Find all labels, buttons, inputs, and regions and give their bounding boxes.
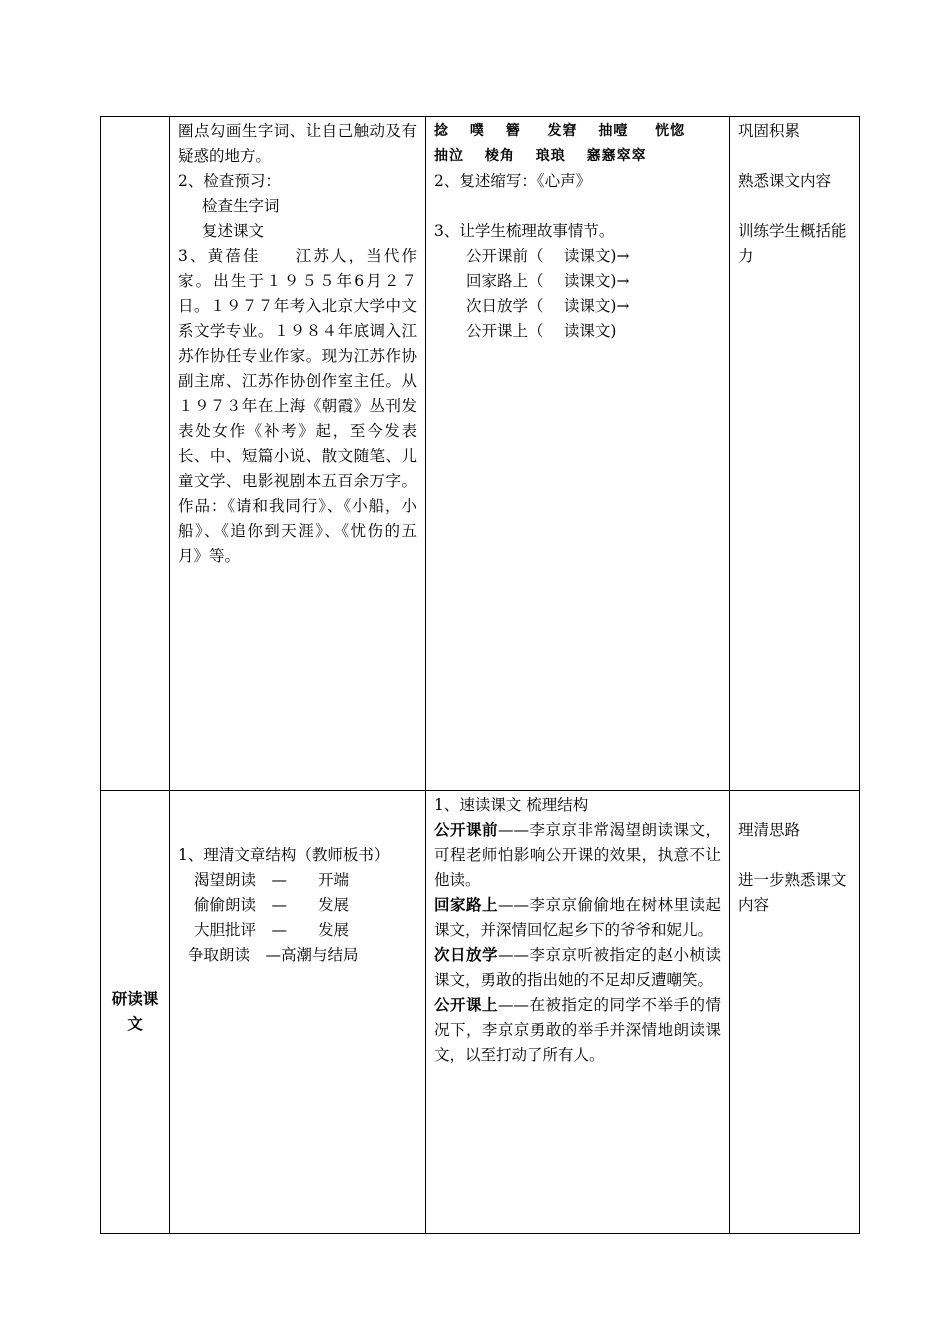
teacher-activity-cell — [170, 791, 426, 1234]
plot-head: 公开课上 — [434, 996, 498, 1014]
student-activity-cell — [426, 117, 730, 791]
purpose-item: 巩固积累 — [738, 122, 801, 140]
purpose-item: 熟悉课文内容 — [738, 172, 832, 190]
student-activity-cell — [426, 791, 730, 1234]
plot-item: 回家路上（ 读课文)→ — [466, 272, 630, 290]
step-plot: 3、让学生梳理故事情节。 — [434, 222, 615, 240]
step-check-words: 检查生字词 — [202, 197, 280, 215]
purpose-item: 理清思路 — [738, 821, 801, 839]
step-summary: 2、复述缩写：《心声》 — [434, 172, 592, 190]
lesson-plan-table — [100, 116, 860, 1234]
reading-title: 1、速读课文 梳理结构 — [434, 796, 589, 814]
purpose-cell — [730, 791, 860, 1234]
plot-body: ——李京京听被指定的赵小桢读课文，勇敢的指出她的不足却反遭嘲笑。 — [434, 946, 721, 989]
plot-body: ——在被指定的同学不举手的情况下，李京京勇敢的举手并深情地朗读课文，以至打动了所有人。 — [434, 996, 721, 1064]
purpose-item: 进一步熟悉课文内容 — [738, 871, 847, 914]
plot-summary — [434, 993, 721, 1068]
author-bio: 3、黄蓓佳 江苏人，当代作家。出生于１９５５年6月２７日。１９７７年考入北京大学中文系文学专业。１９８４年底调入江苏作协任专业作家。现为江苏作协副主席、江苏作协创作室主任。从１９７３年在上海《朝霞》丛刊发表处女作《补考》起，至今发表长、中、短篇小说、散文随笔、儿童文学、电影视剧本五百余万字。作品：《请和我同行》、《小船，小船》、《追你到天涯》、《忧伤的五月》等。 — [178, 247, 417, 565]
structure-title: 1、理清文章结构（教师板书） — [178, 846, 390, 864]
plot-body: ——李京京偷偷地在树林里读起课文，并深情回忆起乡下的爷爷和妮儿。 — [434, 896, 721, 939]
plot-head: 公开课前 — [434, 821, 498, 839]
plot-summary — [434, 818, 721, 893]
plot-summary — [434, 893, 721, 943]
purpose-cell — [730, 117, 860, 791]
purpose-item: 训练学生概括能力 — [738, 222, 847, 265]
intro-text: 圈点勾画生字词、让自己触动及有疑惑的地方。 — [178, 122, 417, 165]
table-row — [101, 791, 860, 1234]
section-title: 研读课文 — [101, 791, 170, 1234]
vocab-line-1: 捻 噗 簪 发窘 抽噎 恍惚 — [434, 123, 686, 139]
structure-item: 争取朗读 —高潮与结局 — [188, 946, 359, 964]
plot-item: 次日放学（ 读课文)→ — [466, 297, 630, 315]
plot-item: 公开课前（ 读课文)→ — [466, 247, 630, 265]
plot-body: ——李京京非常渴望朗读课文，可程老师怕影响公开课的效果，执意不让他读。 — [434, 821, 721, 889]
step-retell: 复述课文 — [202, 222, 265, 240]
plot-item: 公开课上（ 读课文) — [466, 322, 617, 340]
plot-head: 次日放学 — [434, 946, 498, 964]
structure-item: 偷偷朗读 — 发展 — [194, 896, 350, 914]
step-check-preview: 2、检查预习： — [178, 172, 281, 190]
table-row — [101, 117, 860, 791]
teacher-activity-cell — [170, 117, 426, 791]
plot-head: 回家路上 — [434, 896, 498, 914]
structure-item: 渴望朗读 — 开端 — [194, 871, 350, 889]
plot-summary — [434, 943, 721, 993]
vocab-line-2: 抽泣 棱角 琅琅 窸窸窣窣 — [434, 148, 647, 164]
structure-item: 大胆批评 — 发展 — [194, 921, 350, 939]
section-cell — [101, 117, 170, 791]
